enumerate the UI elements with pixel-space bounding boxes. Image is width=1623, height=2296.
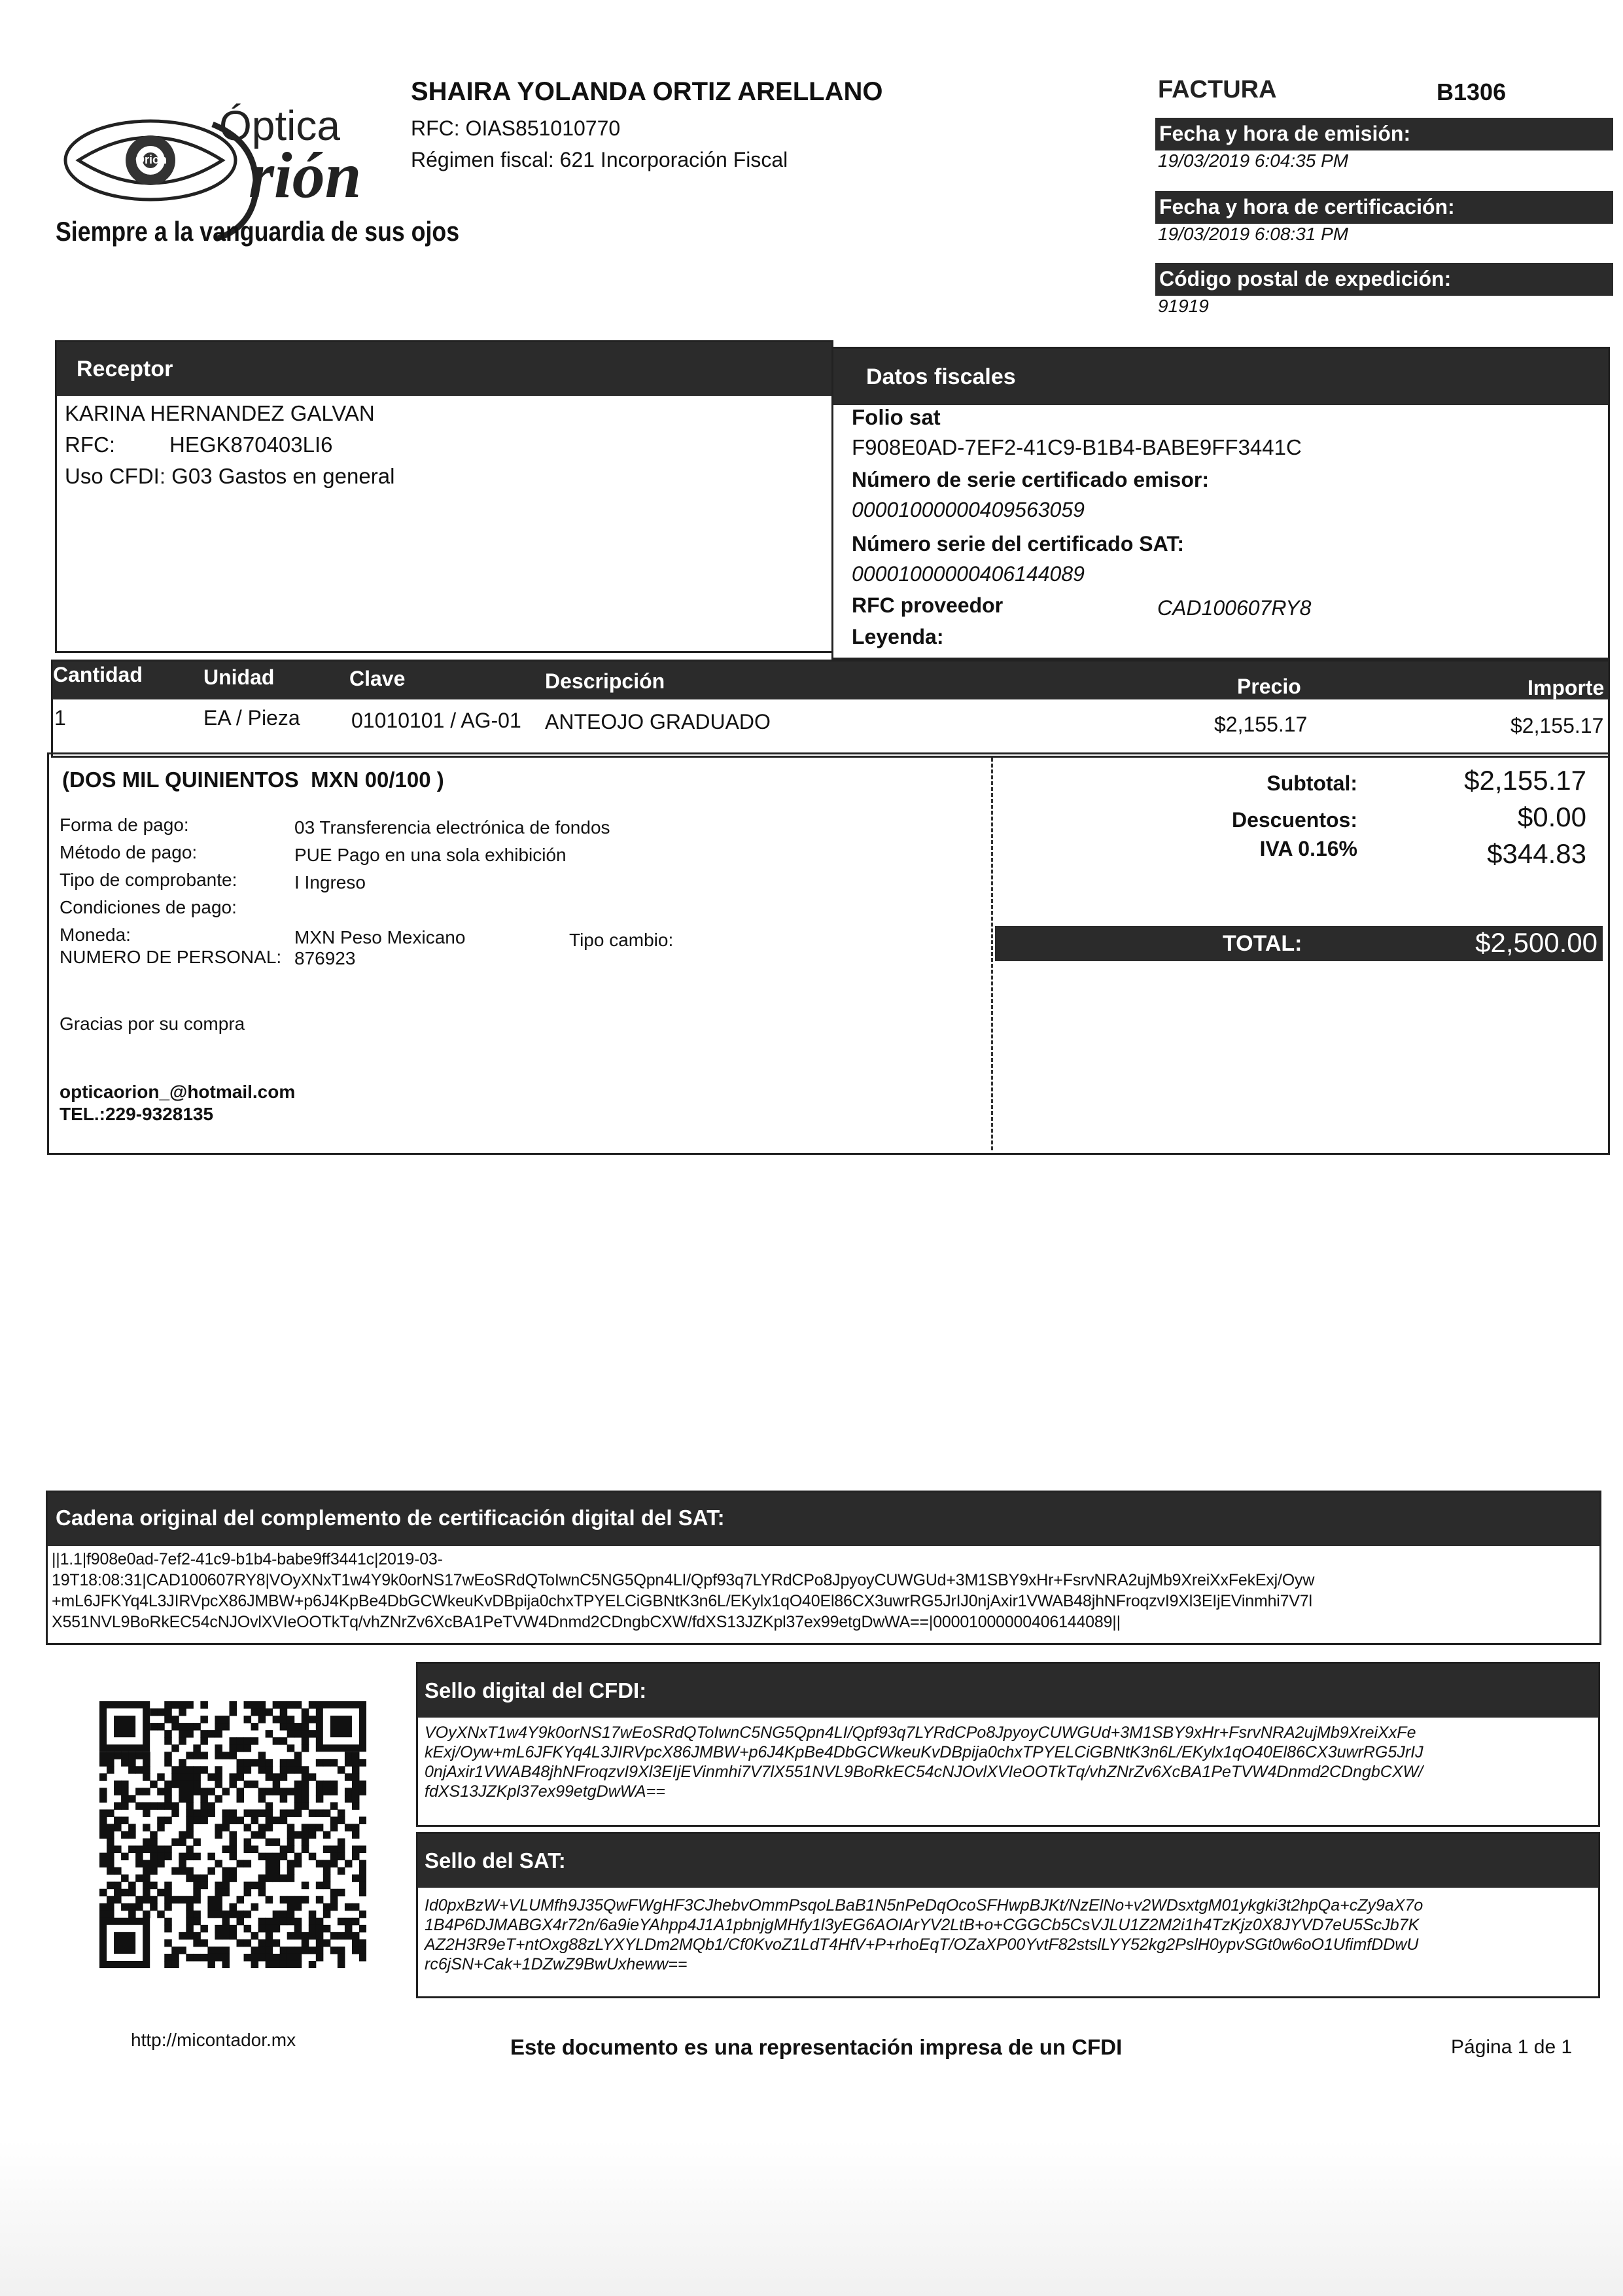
cadena-title: Cadena original del complemento de certificación digital del SAT: [56,1506,725,1530]
sello-sat-line: AZ2H3R9eT+ntOxg88zLYXYLDm2MQb1/Cf0KvoZ1LdT4HfV+P+rhoEqT/OZaXP00YvtF82stslLYY52kg2PslH0ypvSGt0w6oO1UfimfDDwU [425,1935,1419,1954]
total-bar [995,926,1603,961]
cadena-panel [46,1491,1601,1645]
serie-sat-value: 00001000000406144089 [852,562,1085,586]
iva-value: $344.83 [1487,838,1586,869]
sello-sat-title-bar [418,1834,1598,1888]
header-importe: Importe [1527,676,1605,699]
row-precio: $2,155.17 [1214,713,1308,736]
certificacion-bar [1155,191,1613,224]
footer-url: http://micontador.mx [131,2030,296,2050]
sello-cfdi-title: Sello digital del CFDI: [425,1678,647,1703]
sello-cfdi-text [418,1718,1598,1807]
qr-code [99,1701,366,1968]
row-cantidad: 1 [54,706,66,730]
cadena-line: ||1.1|f908e0ad-7ef2-41c9-b1b4-babe9ff3441c|2019-03- [52,1550,443,1568]
row-descripcion: ANTEOJO GRADUADO [545,710,771,733]
items-header-row [53,662,1608,699]
fiscal-panel [831,347,1610,660]
emision-bar [1155,118,1613,150]
forma-label: Forma de pago: [60,815,189,835]
metodo-value: PUE Pago en una sola exhibición [294,845,567,865]
moneda-value: MXN Peso Mexicano [294,927,466,947]
table-row [53,699,1608,752]
scan-edge [0,2140,1623,2296]
descuentos-value: $0.00 [1517,802,1586,832]
fiscal-title-bar [833,349,1608,405]
rfc-proveedor-value: CAD100607RY8 [1157,596,1312,620]
qr-code-icon [99,1701,366,1968]
footer-note: Este documento es una representación impresa de un CFDI [510,2035,1123,2059]
sello-cfdi-line: fdXS13JZKpl37ex99etgDwWA== [425,1782,665,1801]
sello-sat-title: Sello del SAT: [425,1848,566,1873]
header-descripcion: Descripción [545,669,665,693]
metodo-label: Método de pago: [60,842,198,862]
header-cantidad: Cantidad [53,663,143,686]
contact-phone: TEL.:229-9328135 [60,1104,214,1124]
tipo-cambio-label: Tipo cambio: [569,930,674,950]
row-importe: $2,155.17 [1510,714,1604,737]
cp-label: Código postal de expedición: [1159,267,1452,291]
footer-page: Página 1 de 1 [1451,2036,1573,2058]
items-table [51,660,1610,758]
receptor-panel [55,340,833,653]
moneda-label: Moneda: [60,925,131,945]
leyenda-label: Leyenda: [852,625,944,648]
logo-brand-line2: rión [249,139,362,211]
certificacion-label: Fecha y hora de certificación: [1159,195,1455,219]
sello-cfdi-panel [416,1662,1600,1827]
row-unidad: EA / Pieza [203,706,300,730]
invoice-number: B1306 [1437,79,1507,105]
total-label: TOTAL: [1223,931,1302,956]
sello-sat-line: 1B4P6DJMABGX4r72n/6a9ieYAhpp4J1A1pbnjgMHfy1l3yEG6AOIArYV2LtB+o+CGGCb5CsVJLU1Z2M2i1h4TzKjz0X8JYVD7eU5ScJb7K [425,1916,1420,1934]
cp-value: 91919 [1158,296,1209,316]
certificacion-value: 19/03/2019 6:08:31 PM [1158,224,1349,244]
subtotal-value: $2,155.17 [1464,765,1586,796]
invoice-label: FACTURA [1158,76,1277,103]
header-precio: Precio [1237,675,1301,698]
cadena-line: 19T18:08:31|CAD100607RY8|VOyXNxT1w4Y9k0orNS17wEoSRdQToIwnC5NG5Qpn4LI/Qpf93q7LYRdCPo8JpyoyCUWGUd+3M1SBY9xHr+FsrvNRA2ujMb9XreiXxFekExj/Oyw [52,1571,1315,1589]
emision-label: Fecha y hora de emisión: [1159,122,1411,145]
serie-sat-label: Número serie del certificado SAT: [852,532,1184,556]
contact-email: opticaorion_@hotmail.com [60,1082,296,1102]
logo-inner-text: Orion [135,153,167,166]
sello-sat-line: Id0pxBzW+VLUMfh9J35QwFWgHF3CJhebvOmmPsqoLBaB1N5nPeDqOcoSFHwpBJKt/NzElNo+v2WDsxtgM01ykgki3t2hpQa+cZy9aX7o [425,1896,1423,1915]
receptor-title: Receptor [77,357,173,381]
cadena-line: +mL6JFKYq4L3JIRVpcX86JMBW+p6J4KpBe4DbGCWkeuKvDBpija0chxTPYELCiGBNtK3n6L/EKylx1qO40El86CX3uwrRG5JrIJ0njAxir1VWAB48jhNFroqzvI9Xl3EIjEVinmhi7V7l [52,1592,1312,1610]
row-clave: 01010101 / AG-01 [351,709,521,732]
rfc-proveedor-label: RFC proveedor [852,593,1003,617]
tipo-label: Tipo de comprobante: [60,870,237,890]
details-panel [47,752,1610,1155]
personal-value: 876923 [294,948,356,968]
cadena-line: X551NVL9BoRkEC54cNJOvlXVIeOOTkTq/vhZNrZv6XcBA1PeTVW4Dnmd2CDngbCXW/fdXS13JZKpl37ex99etgDwWA==|00001000000406144089|| [52,1613,1121,1631]
issuer-regimen: Régimen fiscal: 621 Incorporación Fiscal [411,148,788,171]
receptor-title-bar [57,342,831,396]
thanks-message: Gracias por su compra [60,1014,245,1034]
tipo-value: I Ingreso [294,872,366,892]
condiciones-label: Condiciones de pago: [60,897,237,917]
sello-sat-line: rc6jSN+Cak+1DZwZ9BwUxheww== [425,1955,688,1973]
logo-slogan: Siempre a la vanguardia de sus ojos [56,216,460,247]
forma-value: 03 Transferencia electrónica de fondos [294,817,610,838]
header-clave: Clave [349,667,406,690]
company-logo [52,98,460,262]
sello-sat-panel [416,1832,1600,1998]
serie-emisor-label: Número de serie certificado emisor: [852,468,1209,491]
serie-emisor-value: 00001000000409563059 [852,498,1085,521]
sello-cfdi-title-bar [418,1664,1598,1718]
sello-cfdi-line: VOyXNxT1w4Y9k0orNS17wEoSRdQToIwnC5NG5Qpn4LI/Qpf93q7LYRdCPo8JpyoyCUWGUd+3M1SBY9xHr+FsrvNRA2ujMb9XreiXxFe [425,1723,1416,1742]
issuer-name: SHAIRA YOLANDA ORTIZ ARELLANO [411,77,883,106]
cadena-title-bar [48,1492,1599,1546]
issuer-rfc: RFC: OIAS851010770 [411,116,621,140]
receptor-rfc-label: RFC: [65,433,115,457]
fiscal-title: Datos fiscales [866,364,1016,389]
cadena-text [48,1546,1599,1635]
logo-brand-line1: Óptica [219,102,340,149]
sello-cfdi-line: 0njAxir1VWAB48jhNFroqzvI9Xl3EIjEVinmhi7V7lX551NVL9BoRkEC54cNJOvlXVIeOOTkTq/vhZNrZv6XcBA1PeTVW4Dnmd2CDngbCXW/ [425,1763,1423,1781]
cp-bar [1155,263,1613,296]
folio-label: Folio sat [852,405,941,429]
emision-value: 19/03/2019 6:04:35 PM [1158,150,1349,171]
header-unidad: Unidad [203,665,275,689]
folio-value: F908E0AD-7EF2-41C9-B1B4-BABE9FF3441C [852,435,1302,459]
personal-label: NUMERO DE PERSONAL: [60,947,282,967]
amount-in-words: (DOS MIL QUINIENTOS MXN 00/100 ) [62,768,444,792]
dashed-divider [991,758,993,1150]
receptor-uso: Uso CFDI: G03 Gastos en general [65,464,395,488]
receptor-rfc-value: HEGK870403LI6 [169,433,333,457]
total-value: $2,500.00 [1475,927,1597,958]
subtotal-label: Subtotal: [1266,771,1357,795]
sello-cfdi-line: kExj/Oyw+mL6JFKYq4L3JIRVpcX86JMBW+p6J4KpBe4DbGCWkeuKvDBpija0chxTPYELCiGBNtK3n6L/EKylx1qO40El86CX3uwrRG5JrIJ [425,1743,1423,1761]
iva-label: IVA 0.16% [1259,837,1357,860]
sello-sat-text [418,1888,1598,1982]
receptor-name: KARINA HERNANDEZ GALVAN [65,401,375,425]
descuentos-label: Descuentos: [1231,808,1357,832]
